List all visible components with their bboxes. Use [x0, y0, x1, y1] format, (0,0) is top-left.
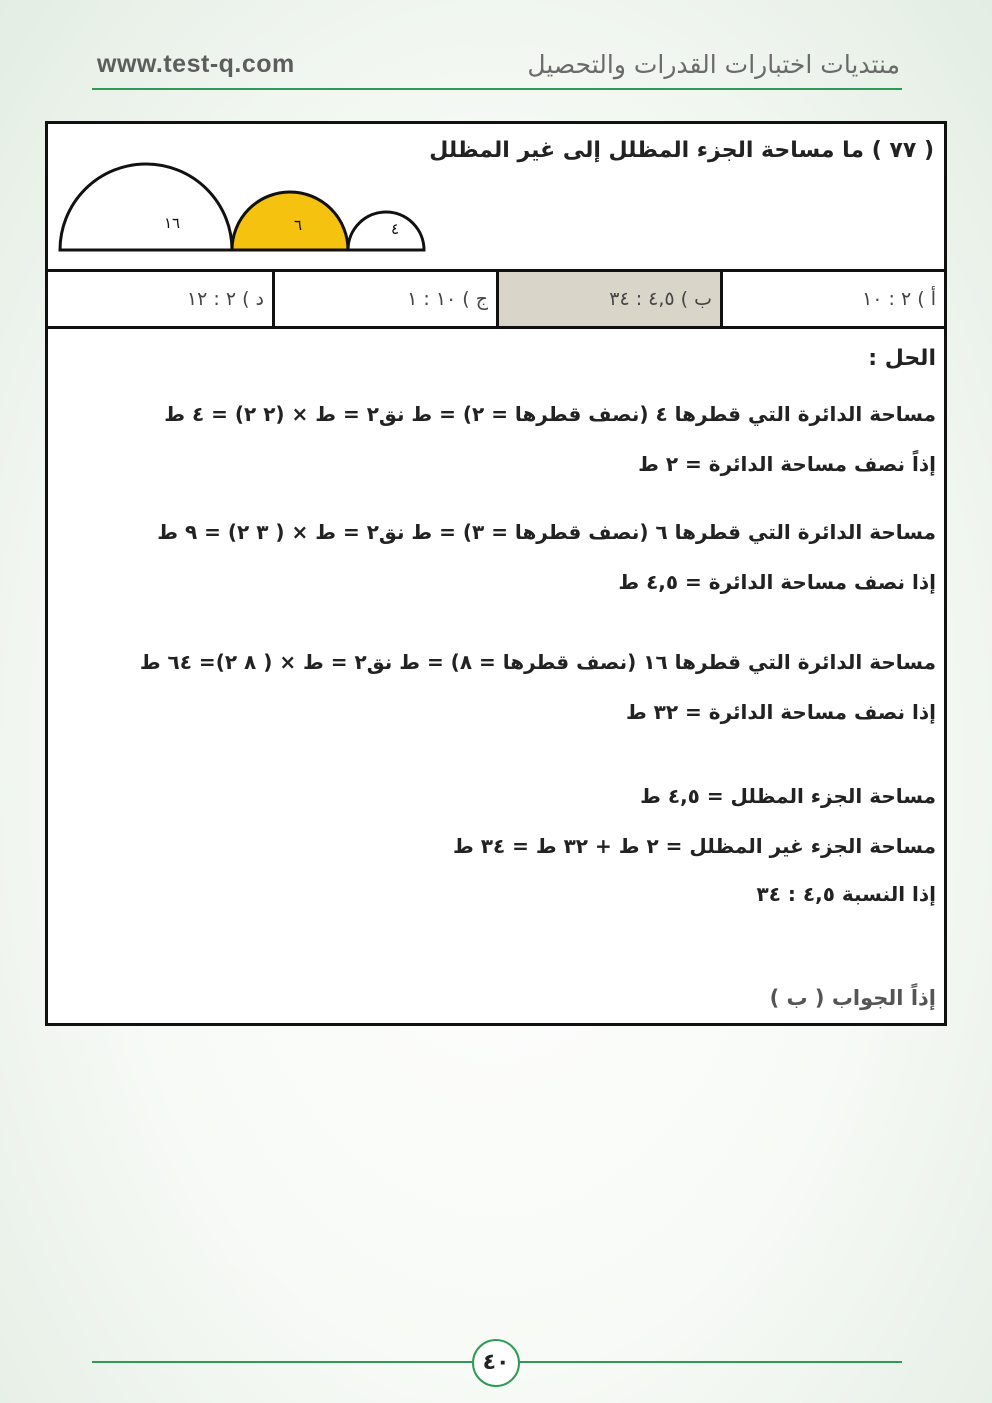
question-row — [48, 124, 944, 272]
site-name: منتديات اختبارات القدرات والتحصيل — [527, 50, 900, 79]
solution-line-6: إذا نصف مساحة الدائرة = ٣٢ ط — [625, 700, 936, 724]
solution-line-8: مساحة الجزء غير المظلل = ٢ ط + ٣٢ ط = ٣٤ ط — [453, 834, 936, 858]
solution-heading: الحل : — [868, 346, 936, 371]
solution-line-3: مساحة الدائرة التي قطرها ٦ (نصف قطرها = ٣) = ط نق٢ = ط × ( ٣ ٢) = ٩ ط — [157, 520, 936, 544]
site-url: www.test-q.com — [97, 50, 295, 78]
page-number: ٤٠ — [472, 1339, 520, 1387]
option-c[interactable]: ج ) ١٠ : ١ — [272, 272, 496, 326]
final-answer: إذاً الجواب ( ب ) — [769, 986, 936, 1010]
solution-line-9: إذا النسبة ٤,٥ : ٣٤ — [756, 882, 936, 906]
label-4: ٤ — [390, 220, 400, 238]
solution-line-4: إذا نصف مساحة الدائرة = ٤,٥ ط — [618, 570, 936, 594]
label-6: ٦ — [293, 216, 303, 234]
semicircles-figure — [54, 146, 428, 258]
shaded-semicircle — [232, 192, 348, 250]
label-16: ١٦ — [163, 214, 181, 232]
question-text: ( ٧٧ ) ما مساحة الجزء المظلل إلى غير المظلل — [429, 138, 934, 163]
solution-line-5: مساحة الدائرة التي قطرها ١٦ (نصف قطرها = ٨) = ط نق٢ = ط × ( ٨ ٢)= ٦٤ ط — [139, 650, 936, 674]
option-a[interactable]: أ ) ٢ : ١٠ — [720, 272, 944, 326]
footer-divider-right — [518, 1361, 902, 1363]
option-b[interactable]: ب ) ٤,٥ : ٣٤ — [496, 272, 720, 326]
option-d[interactable]: د ) ٢ : ١٢ — [186, 288, 264, 310]
header-divider — [92, 88, 902, 90]
solution-line-1: مساحة الدائرة التي قطرها ٤ (نصف قطرها = ٢) = ط نق٢ = ط × (٢ ٢) = ٤ ط — [164, 402, 936, 426]
small-semicircle — [348, 212, 424, 250]
solution-line-7: مساحة الجزء المظلل = ٤,٥ ط — [640, 784, 936, 808]
large-semicircle — [60, 164, 232, 250]
options-row — [48, 272, 944, 329]
footer-divider-left — [92, 1361, 472, 1363]
question-box — [45, 121, 947, 1026]
solution-line-2: إذاً نصف مساحة الدائرة = ٢ ط — [638, 452, 936, 476]
